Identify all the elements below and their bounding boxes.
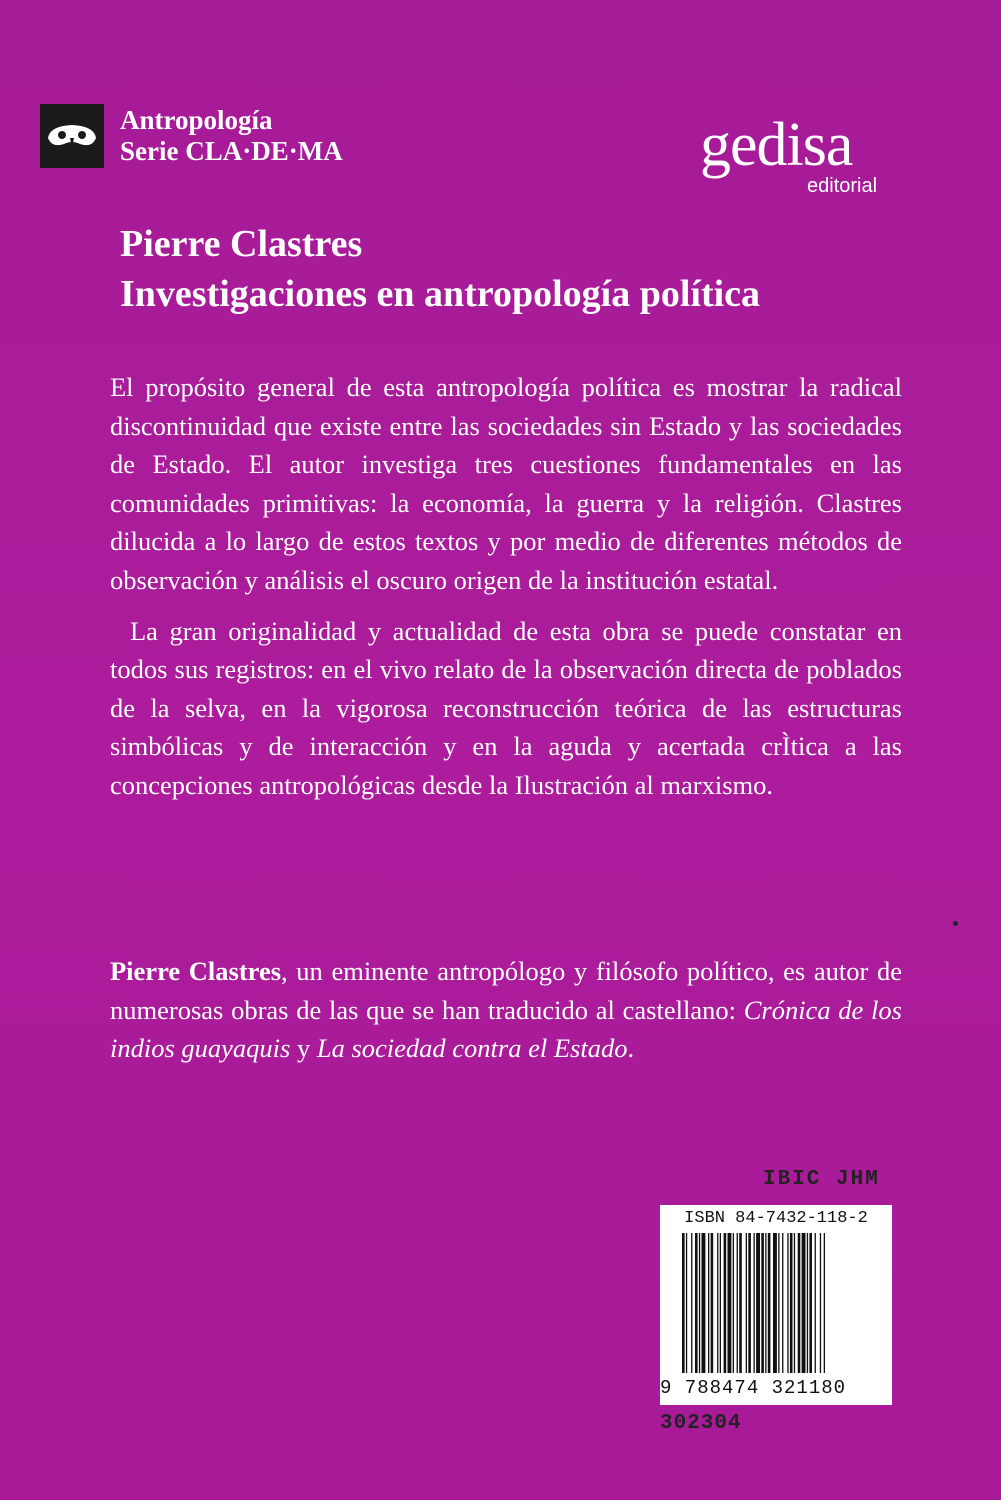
barcode-icon [682, 1233, 872, 1383]
blurb-paragraph-1: El propósito general de esta antropología política es mostrar la radical discontinuidad que existe entre las sociedades sin Estado y las sociedades de Estado. El autor investiga tres cuestiones fundamentales en las comunidades primitivas: la economía, la guerra y la religión. Clastres dilucida a lo largo de estos textos y por medio de diferentes métodos de observación y análisis el oscuro origen de la institución estatal. [110, 372, 902, 595]
series-label [120, 105, 343, 167]
publisher-sub: editorial [807, 175, 878, 197]
barcode-label [660, 1205, 892, 1405]
series-line-1: Antropología [120, 105, 273, 135]
bio-paragraph [110, 952, 902, 1068]
blurb-paragraph-2: La gran originalidad y actualidad de esta obra se puede constatar en todos sus registros: en el vivo relato de la observación directa de poblados de la selva, en la vigorosa reconstrucción teórica de las estructuras simbólicas y de interacción y en la aguda y acertada crÌtica a las concepciones antropológicas desde la Ilustración al marxismo. [110, 615, 902, 800]
blurb [110, 368, 902, 805]
dust-speck [953, 921, 958, 926]
bio-work-1: Crónica de los indios guayaquis [110, 994, 902, 1064]
bio-conjunction: y [290, 1033, 317, 1064]
bio-author-name: Pierre Clastres [110, 956, 282, 986]
ibic-code: IBIC JHM [763, 1168, 880, 1191]
bio-work-2: La sociedad contra el Estado [316, 1033, 628, 1064]
ean-number: 9 788474 321180 [660, 1377, 847, 1399]
publisher-logo [700, 111, 900, 197]
publisher-name: gedisa [700, 111, 853, 179]
author-bio [110, 952, 902, 1068]
series-line-2: Serie CLA·DE·MA [120, 136, 343, 166]
bio-text: , un eminente antropólogo y filósofo político, es autor de numerosas obras de las que se han traducido al castellano: [110, 956, 902, 1025]
mask-icon [40, 104, 104, 168]
internal-code: 302304 [660, 1412, 742, 1435]
isbn-number: ISBN 84-7432-118-2 [684, 1209, 868, 1228]
bio-end: . [627, 1033, 635, 1064]
book-title: Investigaciones en antropología política [120, 273, 761, 315]
book-author: Pierre Clastres [120, 223, 363, 265]
